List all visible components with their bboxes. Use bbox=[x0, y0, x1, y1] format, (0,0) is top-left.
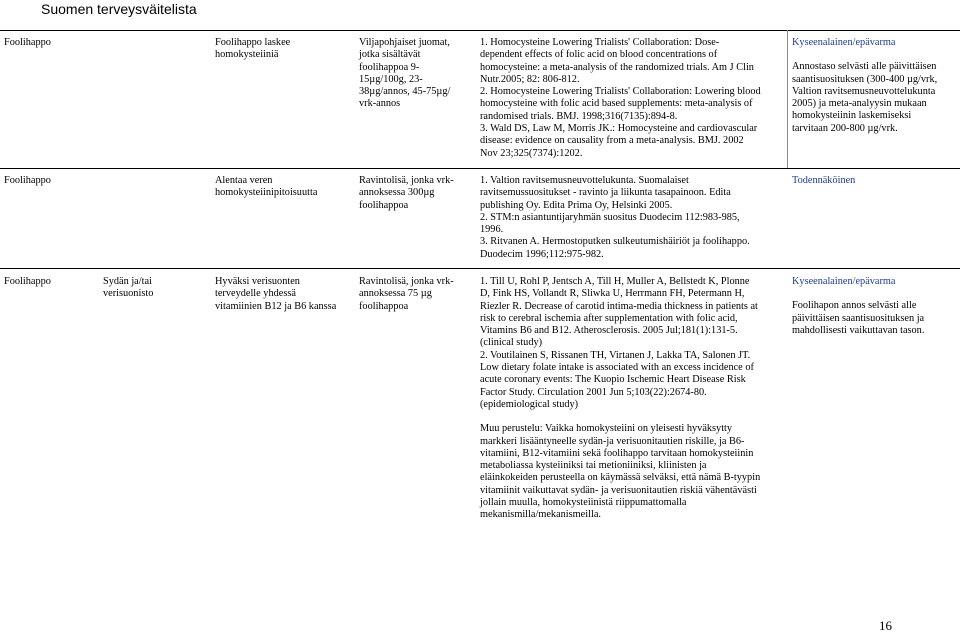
table-top-border bbox=[0, 30, 960, 31]
page-number: 16 bbox=[879, 618, 892, 633]
assessment-label: Kyseenalainen/epävarma bbox=[792, 276, 896, 287]
row3-substance: Foolihappo bbox=[4, 276, 51, 287]
column-divider bbox=[787, 30, 788, 168]
row3-target: Sydän ja/tai verisuonisto bbox=[103, 276, 154, 300]
row3-effect: Hyväksi verisuonten terveydelle yhdessä vitamiinien B12 ja B6 kanssa bbox=[215, 276, 337, 312]
row2-assessment bbox=[792, 175, 855, 187]
assessment-label: Todennäköinen bbox=[792, 175, 856, 186]
row2-conditions: Ravintolisä, jonka vrk- annoksessa 300µg foolihappoa bbox=[359, 175, 454, 211]
row2-substance: Foolihappo bbox=[4, 175, 51, 186]
row3-conditions: Ravintolisä, jonka vrk- annoksessa 75 µg foolihappoa bbox=[359, 276, 454, 312]
row2-effect: Alentaa veren homokysteiinipitoisuutta bbox=[215, 175, 318, 199]
row1-references: 1. Homocysteine Lowering Trialists' Collaboration: Dose- dependent effects of folic acid on blood concentrations of homocysteine: a meta-analysis of the randomized trials. Am J Clin Nutr.2005; 82: 806-812. 2. Homocysteine Lowering Trialists' Collaboration: Lowering blood homocysteine with folic acid based supplements: meta-analysis of randomised trials. BMJ. 1998;316(7135):894-8. 3. Wald DS, Law M, Morris JK.: Homocysteine and cardiovascular disease: evidence on causality from a meta-analysis. BMJ. 2002 Nov 23;325(7374):1202. bbox=[480, 37, 761, 159]
row3-references: 1. Till U, Rohl P, Jentsch A, Till H, Muller A, Bellstedt K, Plonne D, Fink HS, Vollandt R, Sliwka U, Herrmann FH, Petermann H, Riezler R. Decrease of carotid intima-media thickness in patients at risk to cerebral ischemia after supplementation with folic acid, Vitamins B6 and B12. Atherosclerosis. 2005 Jul;181(1):131-5. (clinical study) 2. Voutilainen S, Rissanen TH, Virtanen J, Lakka TA, Salonen JT. Low dietary folate intake is associated with an excess incidence of acute coronary events: The Kuopio Ischemic Heart Disease Risk Factor Study. Circulation 2001 Jun 5;103(22):2674-80. (epidemiological study) Muu perustelu: Vaikka homokysteiini on yleisesti hyväksytty markkeri lisääntyneelle sydän-ja verisuonitautien riskille, ja B6- vitamiini, B12-vitamiini sekä foolihappo tarvitaan homokysteiinin metaboliassa kysteiiniksi tai metioniiniksi, kliinisten ja eläinkokeiden perusteella on käymässä selväksi, että nämä B-tyypin vitamiinit vaikuttavat sydän- ja verisuonitautien riskiä vähentävästi jollain muulla, homokysteiinistä riippumattomalla mekanismilla/mekanismeilla. bbox=[480, 276, 761, 521]
row-divider-2 bbox=[0, 268, 960, 269]
row1-assessment: Kyseenalainen/epävarma Annostaso selvästi alle päivittäisen saantisuosituksen (300-400 µg/vrk, Valtion ravitsemusneuvottelukunta 2005) ja meta-analyysin mukaan homokysteiinin laskemiseksi tarvitaan 200-800 µg/vrk. bbox=[792, 37, 938, 134]
row1-substance: Foolihappo bbox=[4, 37, 51, 48]
page-title: Suomen terveysväitelista bbox=[41, 1, 197, 17]
assessment-label: Kyseenalainen/epävarma bbox=[792, 37, 896, 48]
row-divider-1 bbox=[0, 168, 960, 169]
row2-references: 1. Valtion ravitsemusneuvottelukunta. Suomalaiset ravitsemussuositukset - ravinto ja liikunta tasapainoon. Edita publishing Oy. Edita Prima Oy, Helsinki 2005. 2. STM:n asiantuntijaryhmän suositus Duodecim 112:983-985, 1996. 3. Ritvanen A. Hermostoputken sulkeutumishäiriöt ja foolihappo. Duodecim 1996;112:975-982. bbox=[480, 175, 750, 260]
row3-assessment: Kyseenalainen/epävarma Foolihapon annos selvästi alle päivittäisen saantisuosituksen ja mahdollisesti vaikuttavan tason. bbox=[792, 276, 925, 336]
row1-conditions: Viljapohjaiset juomat, jotka sisältävät foolihappoa 9- 15µg/100g, 23- 38µg/annos, 45-75µg/ vrk-annos bbox=[359, 37, 451, 110]
row1-effect: Foolihappo laskee homokysteiiniä bbox=[215, 37, 291, 61]
